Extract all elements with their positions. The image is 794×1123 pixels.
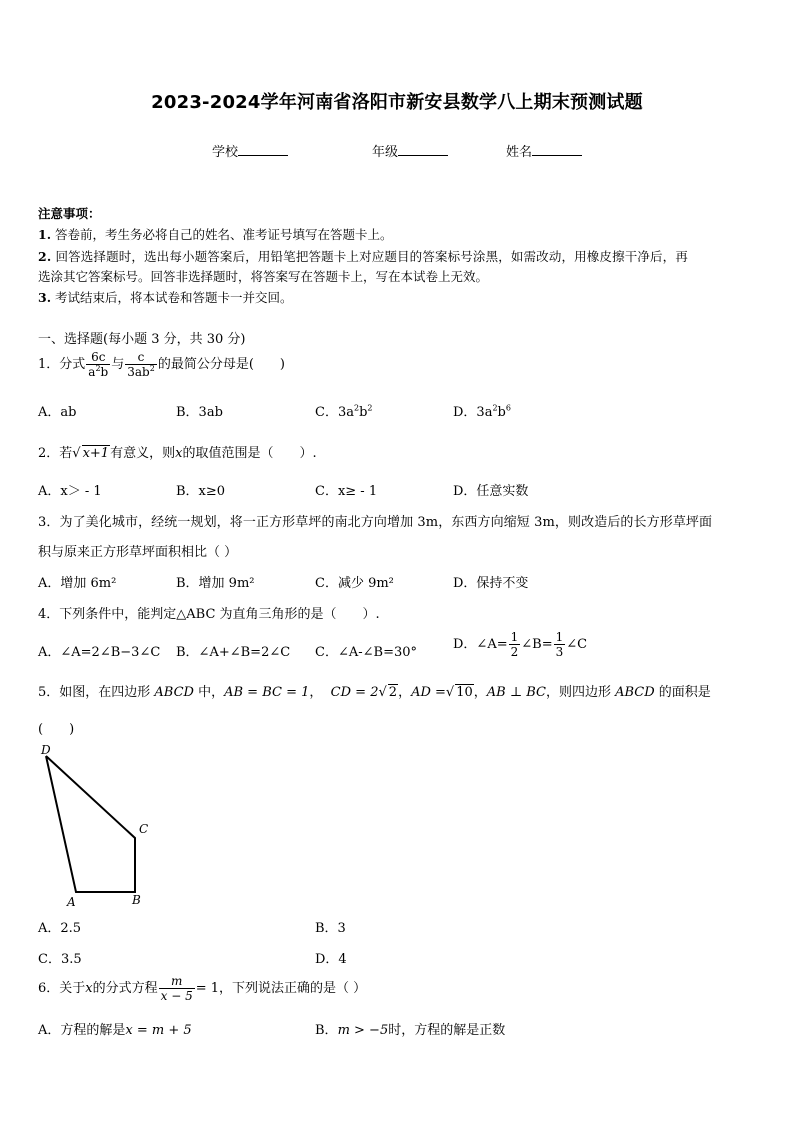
q1-d-b: b <box>497 405 506 420</box>
q5-post: ，则四边形 <box>545 685 616 700</box>
q6-b-pre: B． <box>315 1023 338 1038</box>
vertex-label-a: A <box>67 895 76 909</box>
q1-option-b[interactable]: B．3ab <box>176 405 223 420</box>
page-title: 2023-2024学年河南省洛阳市新安县数学八上期末预测试题 <box>151 92 643 113</box>
q6-a-math: x = m + 5 <box>125 1023 192 1038</box>
question-2 <box>38 442 317 461</box>
note-3-number: 3. <box>38 290 52 305</box>
q1-c-b: b <box>359 405 368 420</box>
question-6 <box>38 974 366 1003</box>
note-1-text: 答卷前，考生务必将自己的姓名、准考证号填写在答题卡上。 <box>55 227 393 242</box>
q1-option-c[interactable] <box>315 401 372 420</box>
q5-sep1: ， <box>309 685 323 700</box>
q3-option-a[interactable]: A．增加 6m² <box>38 576 117 591</box>
q5-quad2: ABCD <box>615 685 655 700</box>
q4-d-f2-den: 3 <box>555 645 564 659</box>
q1-f1-den-b: b <box>100 365 109 379</box>
q5-ad-radical-sign: √ <box>445 685 455 700</box>
q4-d-post: ∠C <box>566 637 588 652</box>
notes-heading: 注意事项： <box>38 206 101 221</box>
q1-post: 的最简公分母是( ) <box>157 357 285 372</box>
q1-f1-den <box>86 365 110 379</box>
quadrilateral-figure <box>36 742 166 912</box>
q4-option-a[interactable]: A．∠A=2∠B−3∠C <box>38 645 161 660</box>
q5-ad: AD = <box>411 685 446 700</box>
note-2-number: 2. <box>38 249 52 264</box>
section-heading: 一、选择题(每小题 3 分，共 30 分) <box>38 332 246 347</box>
question-3-line-2: 积与原来正方形草坪面积相比（ ） <box>38 545 238 560</box>
q2-radicand: x+1 <box>82 446 110 461</box>
q6-option-a[interactable] <box>38 1019 192 1038</box>
q4-d-pre: D．∠A= <box>453 637 508 652</box>
q5-cd-radicand: 2 <box>388 685 398 700</box>
q2-option-d[interactable]: D．任意实数 <box>453 484 529 499</box>
q1-mid: 与 <box>111 357 125 372</box>
q6-mid: 的分式方程 <box>92 981 158 996</box>
q4-d-fraction-1 <box>509 630 521 659</box>
q6-pre: 6．关于 <box>38 981 86 996</box>
note-2-cont: 选涂其它答案标号。回答非选择题时，将答案写在答题卡上，写在本试卷上无效。 <box>38 269 489 284</box>
q5-post2: 的面积是 <box>654 685 711 700</box>
quadrilateral-outline <box>46 756 135 892</box>
vertex-label-b: B <box>132 893 141 907</box>
q3-option-c[interactable]: C．减少 9m² <box>315 576 394 591</box>
q4-d-mid: ∠B= <box>521 637 553 652</box>
q4-option-c[interactable]: C．∠A-∠B=30° <box>315 645 418 660</box>
q6-b-post: 时，方程的解是正数 <box>388 1023 506 1038</box>
q4-d-f2-num: 1 <box>555 630 564 644</box>
q1-c-exp1: 2 <box>353 403 360 413</box>
q1-f2-num: c <box>125 350 157 365</box>
q2-option-c[interactable]: C．x≥ - 1 <box>315 484 378 499</box>
q2-option-b[interactable]: B．x≥0 <box>176 484 226 499</box>
name-label: 姓名 <box>506 145 533 160</box>
q4-option-b[interactable]: B．∠A+∠B=2∠C <box>176 645 291 660</box>
school-label: 学校 <box>212 145 239 160</box>
q4-d-f1-den: 2 <box>510 645 519 659</box>
q5-ad-radicand: 10 <box>456 685 473 700</box>
q6-fraction <box>159 974 195 1003</box>
name-field[interactable] <box>506 141 582 160</box>
q6-option-b[interactable] <box>315 1019 505 1038</box>
name-blank[interactable] <box>532 143 582 156</box>
vertex-label-d: D <box>41 743 51 757</box>
school-blank[interactable] <box>238 143 288 156</box>
q5-cd: CD = 2 <box>330 685 379 700</box>
q5-ab: AB = BC = 1 <box>224 685 310 700</box>
question-3-line-1: 3．为了美化城市，经统一规划，将一正方形草坪的南北方向增加 3m，东西方向缩短 3m，则改造后的长方形草坪面 <box>38 515 713 530</box>
q5-cd-radical-sign: √ <box>378 685 387 700</box>
q5-perp: AB ⊥ BC <box>486 685 546 700</box>
q6-den: x − 5 <box>160 989 193 1003</box>
grade-blank[interactable] <box>398 143 448 156</box>
q1-c-exp2: 2 <box>367 403 373 413</box>
note-3 <box>38 288 293 306</box>
school-field[interactable] <box>212 141 288 160</box>
q6-b-math: m > −5 <box>337 1023 389 1038</box>
q1-pre: 1．分式 <box>38 357 86 372</box>
question-1 <box>38 350 285 379</box>
question-4: 4．下列条件中，能判定△ABC 为直角三角形的是（ ）. <box>38 607 380 622</box>
q6-post: ，下列说法正确的是（ ） <box>219 981 367 996</box>
q1-f1-den-a: a <box>88 365 96 379</box>
note-2-text-a: 回答选择题时，选出每小题答案后，用铅笔把答题卡上对应题目的答案标号涂黑，如需改动，用橡皮擦干净后，再 <box>55 249 688 264</box>
q1-f2-den-exp: 2 <box>149 364 155 373</box>
q2-post: 的取值范围是（ ）. <box>182 446 317 461</box>
q2-option-a[interactable]: A．x＞ - 1 <box>38 484 102 499</box>
q1-f2-den-a: 3ab <box>127 365 150 379</box>
q6-a-pre: A．方程的解是 <box>38 1023 126 1038</box>
q1-fraction-1 <box>86 350 110 379</box>
q5-paren: ( ) <box>38 722 75 737</box>
q4-d-f1-num: 1 <box>510 630 519 644</box>
q6-var: x <box>85 981 93 996</box>
q5-sep2: ， <box>398 685 412 700</box>
q1-option-d[interactable] <box>453 401 511 420</box>
grade-field[interactable] <box>372 141 448 160</box>
q1-f1-num: 6c <box>86 350 110 365</box>
q5-option-b[interactable]: B．3 <box>315 921 346 936</box>
q6-num: m <box>159 974 195 989</box>
note-2 <box>38 247 688 265</box>
q3-option-d[interactable]: D．保持不变 <box>453 576 529 591</box>
q1-f1-den-exp: 2 <box>95 364 101 373</box>
q5-sep3: ， <box>473 685 487 700</box>
note-1 <box>38 225 393 243</box>
q4-d-fraction-2 <box>554 630 566 659</box>
q5-option-d[interactable]: D．4 <box>315 952 347 967</box>
q1-c-pre: C．3a <box>315 405 354 420</box>
q5-quad: ABCD <box>154 685 194 700</box>
question-5 <box>38 681 711 700</box>
q1-d-exp2: 6 <box>505 403 511 413</box>
q1-option-a[interactable]: A．ab <box>38 405 77 420</box>
q5-option-a[interactable]: A．2.5 <box>38 921 82 936</box>
grade-label: 年级 <box>372 145 399 160</box>
q5-mid1: 中， <box>193 685 225 700</box>
q1-fraction-2 <box>125 350 157 379</box>
q5-pre: 5．如图，在四边形 <box>38 685 155 700</box>
note-1-number: 1. <box>38 227 52 242</box>
q1-d-exp1: 2 <box>492 403 498 413</box>
q2-pre: 2．若 <box>38 446 73 461</box>
q1-d-pre: D．3a <box>453 405 493 420</box>
q3-option-b[interactable]: B．增加 9m² <box>176 576 255 591</box>
q2-radical-sign: √ <box>72 446 81 461</box>
q1-f2-den <box>125 365 157 379</box>
q6-eq: = 1 <box>195 981 220 996</box>
q4-option-d[interactable] <box>453 630 587 659</box>
q5-option-c[interactable]: C．3.5 <box>38 952 82 967</box>
vertex-label-c: C <box>139 822 149 836</box>
note-3-text: 考试结束后，将本试卷和答题卡一并交回。 <box>55 290 293 305</box>
q2-var: x <box>175 446 183 461</box>
q2-mid: 有意义，则 <box>110 446 176 461</box>
